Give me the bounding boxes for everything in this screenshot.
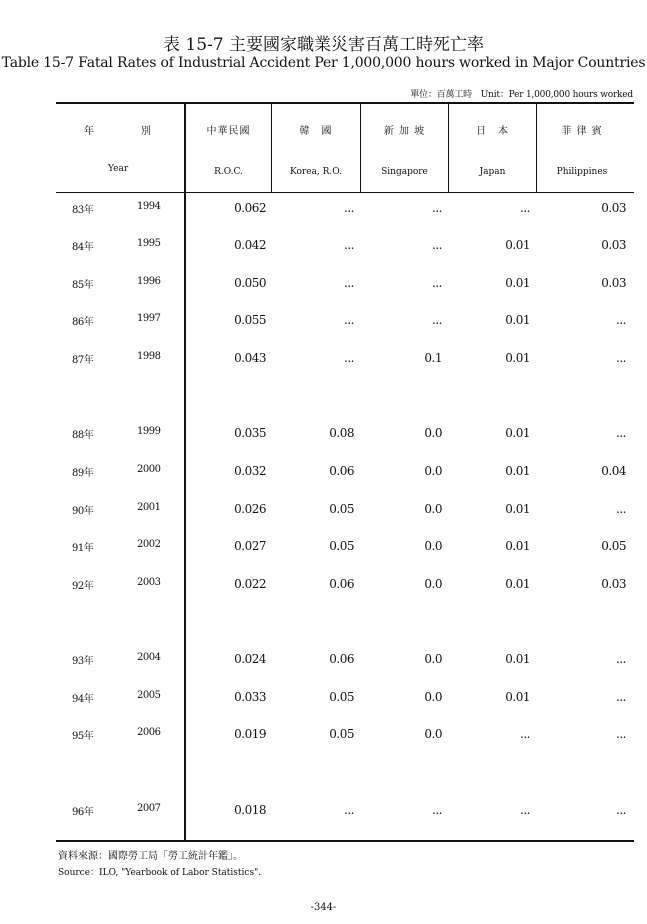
row-roc-year: 88年 xyxy=(72,430,94,441)
unit-note: 單位：百萬工時 Unit：Per 1,000,000 hours worked xyxy=(410,90,633,100)
table-row xyxy=(0,351,647,367)
table-row xyxy=(0,539,647,555)
cell-japan: 0.01 xyxy=(505,577,530,591)
header-singapore-zh: 新 加 坡 xyxy=(383,126,426,137)
row-roc-year: 94年 xyxy=(72,694,94,705)
cell-philippines: ... xyxy=(616,313,626,327)
cell-philippines: ... xyxy=(616,652,626,666)
header-year-zh-1: 年 xyxy=(84,126,94,137)
source-en: Source：ILO, "Yearbook of Labor Statistics". xyxy=(58,868,262,878)
cell-korea: 0.06 xyxy=(329,652,354,666)
cell-roc: 0.062 xyxy=(234,201,266,215)
table-row xyxy=(0,690,647,706)
table-top-rule xyxy=(56,102,634,104)
cell-roc: 0.026 xyxy=(234,502,266,516)
table-row xyxy=(0,238,647,254)
row-roc-year: 96年 xyxy=(72,807,94,818)
cell-philippines: ... xyxy=(616,803,626,817)
column-divider xyxy=(271,104,272,192)
cell-korea: 0.05 xyxy=(329,539,354,553)
row-year: 2007 xyxy=(137,803,161,814)
cell-singapore: ... xyxy=(432,313,442,327)
cell-japan: 0.01 xyxy=(505,502,530,516)
cell-singapore: 0.0 xyxy=(424,727,442,741)
cell-japan: 0.01 xyxy=(505,539,530,553)
row-year: 1995 xyxy=(137,238,161,249)
table-row xyxy=(0,313,647,329)
cell-philippines: 0.03 xyxy=(601,201,626,215)
row-year: 1999 xyxy=(137,426,161,437)
title-zh: 表 15-7 主要國家職業災害百萬工時死亡率 xyxy=(163,35,484,55)
source-zh: 資料來源：國際勞工局「勞工統計年鑑」。 xyxy=(58,851,243,862)
cell-japan: ... xyxy=(520,803,530,817)
cell-singapore: ... xyxy=(432,201,442,215)
cell-singapore: 0.0 xyxy=(424,426,442,440)
cell-roc: 0.033 xyxy=(234,690,266,704)
cell-korea: ... xyxy=(344,276,354,290)
cell-singapore: 0.1 xyxy=(424,351,442,365)
table-row xyxy=(0,727,647,743)
table-bottom-rule xyxy=(56,840,634,842)
column-divider xyxy=(448,104,449,192)
column-divider xyxy=(536,104,537,192)
cell-singapore: ... xyxy=(432,803,442,817)
row-year: 2003 xyxy=(137,577,161,588)
row-year: 1998 xyxy=(137,351,161,362)
cell-korea: ... xyxy=(344,201,354,215)
row-roc-year: 85年 xyxy=(72,280,94,291)
cell-japan: 0.01 xyxy=(505,426,530,440)
header-roc-en: R.O.C. xyxy=(214,167,243,177)
row-year: 2002 xyxy=(137,539,161,550)
row-roc-year: 95年 xyxy=(72,731,94,742)
cell-korea: 0.06 xyxy=(329,577,354,591)
cell-singapore: 0.0 xyxy=(424,502,442,516)
table-row xyxy=(0,426,647,442)
cell-japan: 0.01 xyxy=(505,276,530,290)
row-year: 2000 xyxy=(137,464,161,475)
table-row xyxy=(0,577,647,593)
cell-korea: ... xyxy=(344,803,354,817)
row-roc-year: 86年 xyxy=(72,317,94,328)
row-year: 1994 xyxy=(137,201,161,212)
header-korea-en: Korea, R.O. xyxy=(290,167,342,177)
cell-philippines: ... xyxy=(616,690,626,704)
row-roc-year: 89年 xyxy=(72,468,94,479)
cell-japan: 0.01 xyxy=(505,238,530,252)
header-year-en: Year xyxy=(108,164,129,174)
cell-korea: 0.06 xyxy=(329,464,354,478)
cell-korea: ... xyxy=(344,351,354,365)
cell-roc: 0.027 xyxy=(234,539,266,553)
header-philippines-en: Philippines xyxy=(556,167,608,177)
row-year: 1996 xyxy=(137,276,161,287)
cell-roc: 0.024 xyxy=(234,652,266,666)
cell-roc: 0.050 xyxy=(234,276,266,290)
header-philippines-zh: 菲 律 賓 xyxy=(561,126,603,137)
cell-singapore: 0.0 xyxy=(424,690,442,704)
cell-roc: 0.019 xyxy=(234,727,266,741)
table-row xyxy=(0,201,647,217)
cell-korea: 0.08 xyxy=(329,426,354,440)
row-year: 2004 xyxy=(137,652,161,663)
cell-korea: ... xyxy=(344,238,354,252)
header-singapore-en: Singapore xyxy=(381,167,428,177)
cell-roc: 0.032 xyxy=(234,464,266,478)
cell-singapore: ... xyxy=(432,238,442,252)
cell-singapore: ... xyxy=(432,276,442,290)
cell-korea: 0.05 xyxy=(329,727,354,741)
cell-korea: 0.05 xyxy=(329,502,354,516)
page-number: -344- xyxy=(310,902,337,913)
header-year-zh-2: 別 xyxy=(141,126,151,137)
cell-singapore: 0.0 xyxy=(424,652,442,666)
header-korea-zh: 韓 國 xyxy=(299,126,333,137)
cell-philippines: 0.03 xyxy=(601,276,626,290)
cell-philippines: ... xyxy=(616,351,626,365)
cell-korea: 0.05 xyxy=(329,690,354,704)
table-row xyxy=(0,652,647,668)
table-row xyxy=(0,502,647,518)
cell-japan: 0.01 xyxy=(505,690,530,704)
cell-singapore: 0.0 xyxy=(424,464,442,478)
cell-philippines: 0.05 xyxy=(601,539,626,553)
cell-roc: 0.018 xyxy=(234,803,266,817)
cell-korea: ... xyxy=(344,313,354,327)
cell-singapore: 0.0 xyxy=(424,577,442,591)
row-year: 2001 xyxy=(137,502,161,513)
cell-japan: ... xyxy=(520,727,530,741)
cell-japan: 0.01 xyxy=(505,351,530,365)
row-roc-year: 92年 xyxy=(72,581,94,592)
cell-japan: 0.01 xyxy=(505,652,530,666)
row-roc-year: 91年 xyxy=(72,543,94,554)
cell-roc: 0.035 xyxy=(234,426,266,440)
cell-roc: 0.042 xyxy=(234,238,266,252)
header-japan-en: Japan xyxy=(479,167,506,177)
cell-roc: 0.022 xyxy=(234,577,266,591)
cell-philippines: 0.03 xyxy=(601,238,626,252)
cell-philippines: 0.03 xyxy=(601,577,626,591)
cell-japan: ... xyxy=(520,201,530,215)
cell-roc: 0.055 xyxy=(234,313,266,327)
header-roc-zh: 中華民國 xyxy=(206,126,251,137)
table-row xyxy=(0,464,647,480)
cell-roc: 0.043 xyxy=(234,351,266,365)
row-roc-year: 93年 xyxy=(72,656,94,667)
cell-philippines: 0.04 xyxy=(601,464,626,478)
row-year: 2005 xyxy=(137,690,161,701)
cell-japan: 0.01 xyxy=(505,313,530,327)
table-row xyxy=(0,276,647,292)
row-year: 1997 xyxy=(137,313,161,324)
header-japan-zh: 日 本 xyxy=(476,126,509,137)
row-roc-year: 90年 xyxy=(72,506,94,517)
title-en: Table 15-7 Fatal Rates of Industrial Accident Per 1,000,000 hours worked in Major Countries xyxy=(1,55,646,71)
column-divider xyxy=(360,104,361,192)
cell-singapore: 0.0 xyxy=(424,539,442,553)
row-roc-year: 87年 xyxy=(72,355,94,366)
cell-philippines: ... xyxy=(616,502,626,516)
row-roc-year: 83年 xyxy=(72,205,94,216)
cell-japan: 0.01 xyxy=(505,464,530,478)
table-header-rule xyxy=(56,192,634,193)
row-year: 2006 xyxy=(137,727,161,738)
table-row xyxy=(0,803,647,819)
cell-philippines: ... xyxy=(616,426,626,440)
row-roc-year: 84年 xyxy=(72,242,94,253)
cell-philippines: ... xyxy=(616,727,626,741)
